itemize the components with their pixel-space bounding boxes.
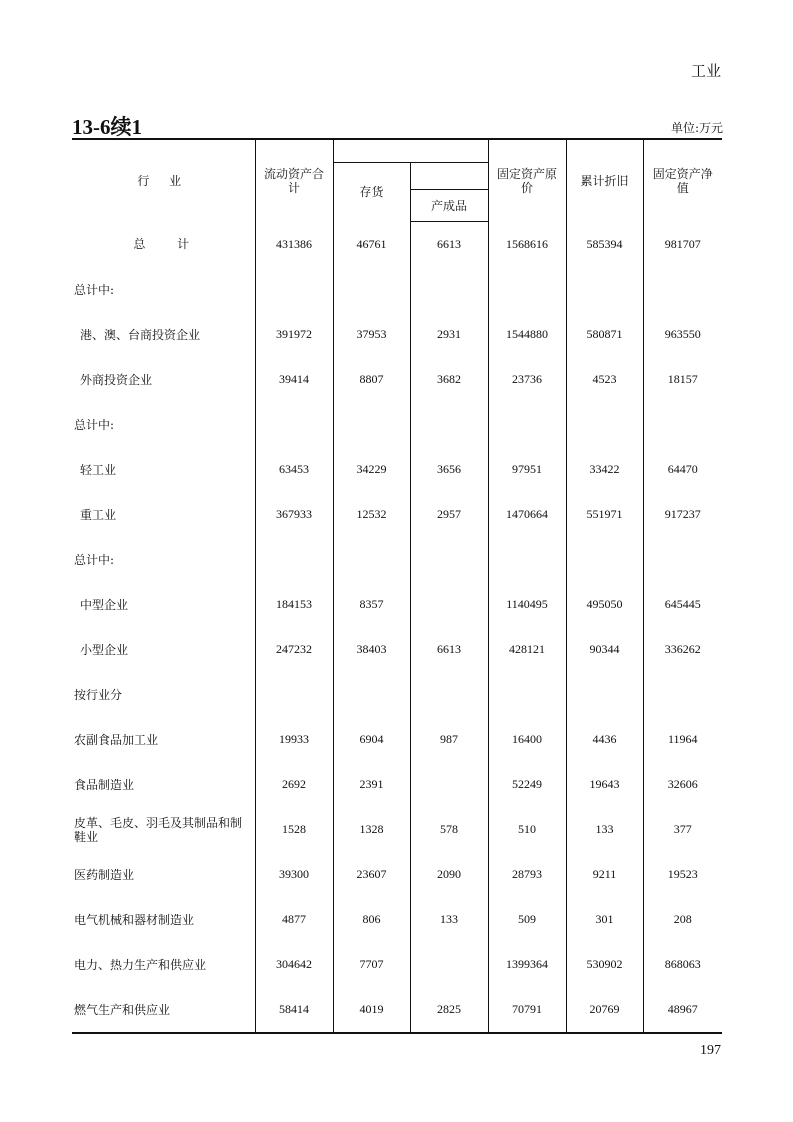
cell-accumulated-depreciation — [566, 267, 643, 312]
cell-accumulated-depreciation — [566, 672, 643, 717]
cell-accumulated-depreciation: 90344 — [566, 627, 643, 672]
row-label: 重工业 — [80, 507, 117, 522]
cell-current-assets — [255, 672, 333, 717]
cell-finished-goods: 3656 — [410, 447, 488, 492]
cell-inventory: 34229 — [333, 447, 410, 492]
header-fixed-assets-net: 固定资产净值 — [643, 140, 722, 222]
cell-finished-goods — [410, 762, 488, 807]
row-label: 食品制造业 — [74, 777, 135, 792]
cell-fixed-assets-original — [488, 402, 566, 447]
cell-inventory: 6904 — [333, 717, 410, 762]
cell-inventory: 12532 — [333, 492, 410, 537]
cell-fixed-assets-net: 645445 — [643, 582, 722, 627]
cell-fixed-assets-net: 377 — [643, 807, 722, 852]
cell-current-assets: 367933 — [255, 492, 333, 537]
cell-current-assets: 304642 — [255, 942, 333, 987]
header-industry — [72, 140, 255, 222]
cell-finished-goods — [410, 942, 488, 987]
cell-accumulated-depreciation: 19643 — [566, 762, 643, 807]
cell-fixed-assets-original — [488, 672, 566, 717]
table-title: 13-6续1 — [72, 115, 142, 139]
cell-accumulated-depreciation: 9211 — [566, 852, 643, 897]
header-fixed-assets-original: 固定资产原价 — [488, 140, 566, 222]
row-label: 医药制造业 — [74, 867, 135, 882]
table-row — [72, 627, 722, 672]
cell-finished-goods: 2090 — [410, 852, 488, 897]
table-row — [72, 222, 722, 268]
cell-inventory: 1328 — [333, 807, 410, 852]
table-row — [72, 492, 722, 537]
cell-fixed-assets-net: 64470 — [643, 447, 722, 492]
row-label: 农副食品加工业 — [74, 732, 159, 747]
row-label: 燃气生产和供应业 — [72, 987, 255, 1033]
cell-fixed-assets-net: 18157 — [643, 357, 722, 402]
table-row — [72, 312, 722, 357]
row-label: 小型企业 — [80, 642, 129, 657]
cell-fixed-assets-net — [643, 672, 722, 717]
cell-accumulated-depreciation: 495050 — [566, 582, 643, 627]
cell-fixed-assets-original: 97951 — [488, 447, 566, 492]
cell-accumulated-depreciation: 580871 — [566, 312, 643, 357]
cell-inventory: 37953 — [333, 312, 410, 357]
table-row — [72, 987, 722, 1033]
page-number: 197 — [700, 1043, 721, 1058]
table-row — [72, 672, 722, 717]
cell-current-assets: 184153 — [255, 582, 333, 627]
header-industry-label: 行 业 — [137, 173, 190, 188]
cell-current-assets — [255, 537, 333, 582]
cell-inventory — [333, 267, 410, 312]
header-spacer — [333, 140, 488, 163]
cell-finished-goods: 987 — [410, 717, 488, 762]
cell-fixed-assets-net: 19523 — [643, 852, 722, 897]
row-label: 外商投资企业 — [80, 372, 153, 387]
cell-inventory: 38403 — [333, 627, 410, 672]
cell-inventory — [333, 672, 410, 717]
cell-fixed-assets-original: 1470664 — [488, 492, 566, 537]
header-finished-spacer — [410, 163, 488, 190]
cell-accumulated-depreciation: 301 — [566, 897, 643, 942]
cell-finished-goods — [410, 402, 488, 447]
cell-finished-goods — [410, 267, 488, 312]
table-header — [72, 140, 722, 222]
cell-current-assets: 391972 — [255, 312, 333, 357]
cell-accumulated-depreciation: 4523 — [566, 357, 643, 402]
table-row — [72, 942, 722, 987]
cell-current-assets — [255, 267, 333, 312]
table-row — [72, 267, 722, 312]
table-row — [72, 357, 722, 402]
cell-fixed-assets-net: 336262 — [643, 627, 722, 672]
cell-accumulated-depreciation: 33422 — [566, 447, 643, 492]
cell-fixed-assets-original: 52249 — [488, 762, 566, 807]
cell-current-assets: 39300 — [255, 852, 333, 897]
cell-inventory — [333, 402, 410, 447]
cell-fixed-assets-net: 208 — [643, 897, 722, 942]
table-row — [72, 897, 722, 942]
cell-finished-goods: 3682 — [410, 357, 488, 402]
table-row — [72, 537, 722, 582]
cell-fixed-assets-original: 510 — [488, 807, 566, 852]
table-row — [72, 852, 722, 897]
cell-finished-goods: 2825 — [410, 987, 488, 1033]
cell-finished-goods — [410, 537, 488, 582]
cell-inventory: 46761 — [333, 222, 410, 268]
cell-inventory: 23607 — [333, 852, 410, 897]
cell-current-assets — [255, 402, 333, 447]
header-accumulated-depreciation: 累计折旧 — [566, 140, 643, 222]
cell-accumulated-depreciation: 585394 — [566, 222, 643, 268]
statistics-table — [72, 140, 722, 1034]
cell-fixed-assets-original: 28793 — [488, 852, 566, 897]
cell-inventory — [333, 537, 410, 582]
cell-fixed-assets-original — [488, 537, 566, 582]
cell-fixed-assets-net: 32606 — [643, 762, 722, 807]
row-label: 电气机械和器材制造业 — [74, 912, 195, 927]
table-row — [72, 447, 722, 492]
cell-accumulated-depreciation — [566, 402, 643, 447]
cell-inventory: 8357 — [333, 582, 410, 627]
cell-finished-goods: 578 — [410, 807, 488, 852]
table-row — [72, 717, 722, 762]
cell-accumulated-depreciation: 530902 — [566, 942, 643, 987]
cell-fixed-assets-original: 23736 — [488, 357, 566, 402]
cell-accumulated-depreciation: 133 — [566, 807, 643, 852]
cell-fixed-assets-original — [488, 267, 566, 312]
cell-fixed-assets-original: 1399364 — [488, 942, 566, 987]
row-label: 总计中: — [74, 417, 115, 432]
header-current-assets: 流动资产合计 — [255, 140, 333, 222]
cell-fixed-assets-net: 917237 — [643, 492, 722, 537]
cell-fixed-assets-net: 963550 — [643, 312, 722, 357]
cell-current-assets: 1528 — [255, 807, 333, 852]
section-tag: 工业 — [690, 62, 721, 80]
cell-current-assets: 39414 — [255, 357, 333, 402]
table-row — [72, 402, 722, 447]
cell-fixed-assets-original: 509 — [488, 897, 566, 942]
row-label: 皮革、毛皮、羽毛及其制品和制鞋业 — [74, 815, 243, 844]
cell-fixed-assets-original: 428121 — [488, 627, 566, 672]
row-label: 总计中: — [74, 552, 115, 567]
cell-current-assets: 19933 — [255, 717, 333, 762]
cell-inventory: 4019 — [333, 987, 410, 1033]
row-label: 电力、热力生产和供应业 — [74, 957, 207, 972]
cell-fixed-assets-net: 868063 — [643, 942, 722, 987]
row-label: 按行业分 — [74, 687, 123, 702]
unit-label: 单位:万元 — [670, 121, 723, 135]
cell-finished-goods: 133 — [410, 897, 488, 942]
cell-finished-goods: 6613 — [410, 627, 488, 672]
cell-fixed-assets-net — [643, 267, 722, 312]
cell-fixed-assets-net — [643, 402, 722, 447]
cell-inventory: 7707 — [333, 942, 410, 987]
cell-current-assets: 2692 — [255, 762, 333, 807]
cell-accumulated-depreciation: 4436 — [566, 717, 643, 762]
cell-fixed-assets-net: 11964 — [643, 717, 722, 762]
cell-inventory: 8807 — [333, 357, 410, 402]
cell-accumulated-depreciation — [566, 537, 643, 582]
cell-finished-goods: 6613 — [410, 222, 488, 268]
cell-current-assets: 63453 — [255, 447, 333, 492]
cell-current-assets: 431386 — [255, 222, 333, 268]
cell-current-assets: 247232 — [255, 627, 333, 672]
header-inventory: 存货 — [333, 163, 410, 222]
row-label: 总 计 — [133, 237, 204, 252]
header-finished-goods: 产成品 — [410, 190, 488, 222]
cell-fixed-assets-net — [643, 537, 722, 582]
cell-fixed-assets-net: 981707 — [643, 222, 722, 268]
row-label: 中型企业 — [80, 597, 129, 612]
table-row — [72, 582, 722, 627]
cell-fixed-assets-net: 48967 — [643, 987, 722, 1033]
cell-accumulated-depreciation: 551971 — [566, 492, 643, 537]
cell-inventory: 2391 — [333, 762, 410, 807]
cell-accumulated-depreciation: 20769 — [566, 987, 643, 1033]
cell-finished-goods — [410, 582, 488, 627]
cell-fixed-assets-original: 70791 — [488, 987, 566, 1033]
row-label: 轻工业 — [80, 462, 117, 477]
table-row — [72, 762, 722, 807]
cell-finished-goods — [410, 672, 488, 717]
cell-finished-goods: 2931 — [410, 312, 488, 357]
cell-fixed-assets-original: 16400 — [488, 717, 566, 762]
cell-fixed-assets-original: 1568616 — [488, 222, 566, 268]
table-row — [72, 807, 722, 852]
cell-current-assets: 58414 — [255, 987, 333, 1033]
cell-finished-goods: 2957 — [410, 492, 488, 537]
cell-fixed-assets-original: 1140495 — [488, 582, 566, 627]
cell-fixed-assets-original: 1544880 — [488, 312, 566, 357]
cell-current-assets: 4877 — [255, 897, 333, 942]
row-label: 港、澳、台商投资企业 — [80, 327, 201, 342]
row-label: 总计中: — [74, 282, 115, 297]
cell-inventory: 806 — [333, 897, 410, 942]
